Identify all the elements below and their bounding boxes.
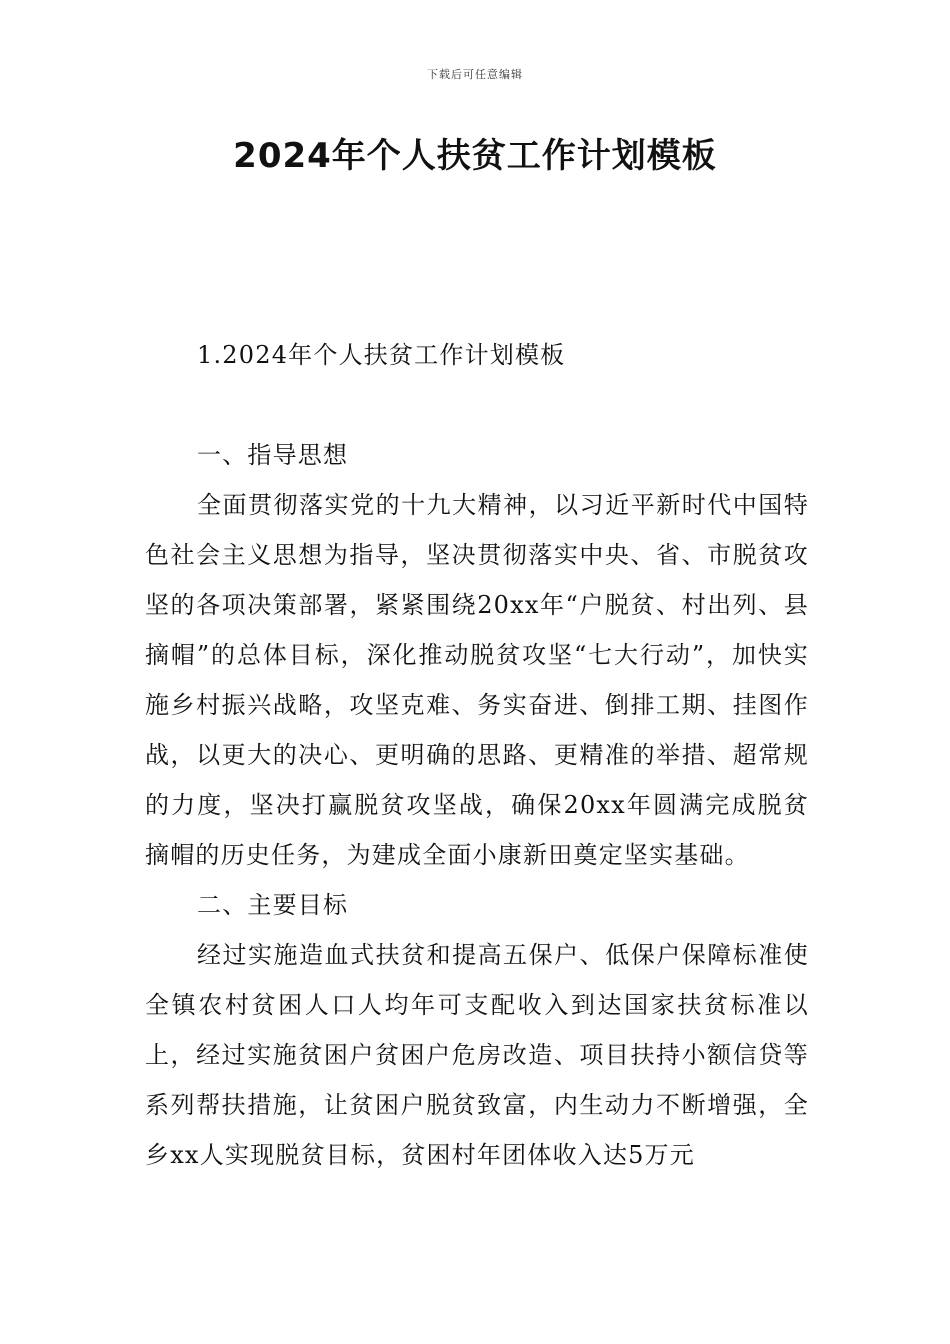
document-title: 2024年个人扶贫工作计划模板 <box>233 136 717 176</box>
section-heading-guiding-ideology: 一、指导思想 <box>197 441 349 469</box>
section-paragraph-guiding-ideology: 全面贯彻落实党的十九大精神，以习近平新时代中国特色社会主义思想为指导，坚决贯彻落实中央、省、市脱贫攻坚的各项决策部署，紧紧围绕20xx年“户脱贫、村出列、县摘帽”的总体目标，深化推动脱贫攻坚“七大行动”，加快实施乡村振兴战略，攻坚克难、务实奋进、倒排工期、挂图作战，以更大的决心、更明确的思路、更精准的举措、超常规的力度，坚决打赢脱贫攻坚战，确保20xx年圆满完成脱贫摘帽的历史任务，为建成全面小康新田奠定坚实基础。 <box>145 491 809 869</box>
section-heading-main-goals: 二、主要目标 <box>197 891 349 919</box>
header-note: 下载后可任意编辑 <box>427 68 523 81</box>
section-paragraph-main-goals: 经过实施造血式扶贫和提高五保户、低保户保障标准使全镇农村贫困人口人均年可支配收入到达国家扶贫标准以上，经过实施贫困户贫困户危房改造、项目扶持小额信贷等系列帮扶措施，让贫困户脱贫致富，内生动力不断增强，全乡xx人实现脱贫目标，贫困村年团体收入达5万元 <box>145 941 809 1169</box>
document-body <box>145 330 809 1180</box>
document-subtitle: 1.2024年个人扶贫工作计划模板 <box>197 341 566 369</box>
